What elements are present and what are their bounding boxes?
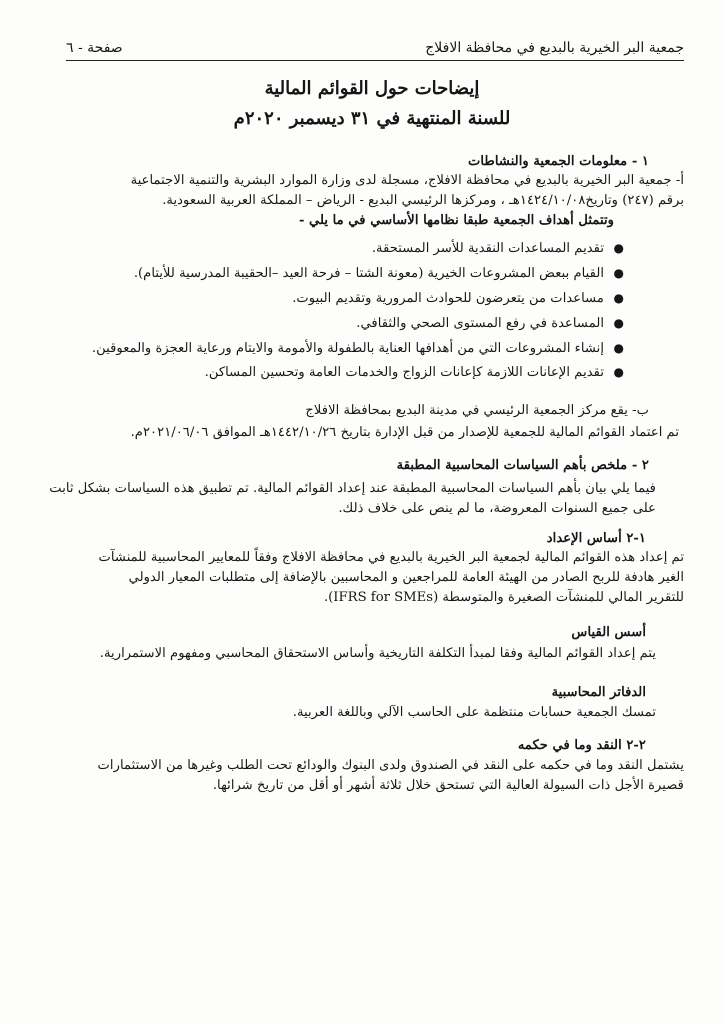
- section-1-heading: ١ - معلومات الجمعية والنشاطات: [467, 154, 649, 169]
- measurement-heading: أسس القياس: [571, 625, 646, 640]
- bullet-icon: ●: [613, 291, 624, 305]
- section-1b-line-2: تم اعتماد القوائم المالية للجمعية للإصدار من قبل الإدارة بتاريخ ١٤٤٢/١٠/٢٦هـ الموافق ٢٠٢١/٠٦/٠٦م.: [130, 425, 679, 440]
- preparation-line-3: للتقرير المالي للمنشآت الصغيرة والمتوسطة (IFRS for SMEs).: [323, 590, 684, 605]
- objective-item: مساعدات من يتعرضون للحوادث المرورية وتقديم البيوت.: [292, 291, 604, 306]
- section-1b-line-1: ب- يقع مركز الجمعية الرئيسي في مدينة البديع بمحافظة الافلاج: [305, 403, 649, 418]
- objective-item: تقديم الإعانات اللازمة كإعانات الزواج والخدمات العامة وتحسين المساكن.: [204, 365, 604, 380]
- section-1a-line-1: أ- جمعية البر الخيرية بالبديع في محافظة الافلاج، مسجلة لدى وزارة الموارد البشرية والتنمية الاجتماعية: [130, 173, 684, 188]
- bullet-icon: ●: [613, 365, 624, 379]
- section-2-heading: ٢ - ملخص بأهم السياسات المحاسبية المطبقة: [396, 458, 649, 473]
- document-title: [60, 74, 684, 134]
- section-2-intro-line-2: على جميع السنوات المعروضة، ما لم ينص على خلاف ذلك.: [338, 501, 656, 516]
- bullet-icon: ●: [613, 266, 624, 280]
- section-2-intro-line-1: فيما يلي بيان بأهم السياسات المحاسبية المطبقة عند إعداد القوائم المالية. تم تطبيق هذه السياسات بشكل ثابت: [49, 481, 656, 496]
- measurement-text: يتم إعداد القوائم المالية وفقا لمبدأ التكلفة التاريخية وأساس الاستحقاق المحاسبي ومفهوم الاستمرارية.: [99, 646, 656, 661]
- title-line-1: إيضاحات حول القوائم المالية: [264, 78, 480, 99]
- bullet-icon: ●: [613, 341, 624, 355]
- bullet-icon: ●: [613, 241, 624, 255]
- books-heading: الدفاتر المحاسبية: [551, 685, 646, 700]
- objective-item: إنشاء المشروعات التي من أهدافها العناية بالطفولة والأمومة والايتام ورعاية العجزة والمعوقين.: [91, 341, 604, 356]
- section-1a-line-3: وتتمثل أهداف الجمعية طبقا نظامها الأساسي في ما يلي -: [298, 213, 614, 228]
- preparation-line-2: الغير هادفة للربح الصادر من الهيئة العامة للمراجعين و المحاسبين بالإضافة إلى متطلبات المعيار الدولي: [128, 570, 684, 585]
- objective-item: القيام ببعض المشروعات الخيرية (معونة الشتا – فرحة العيد –الحقيبة المدرسية للأيتام).: [133, 266, 604, 281]
- section-1a-line-2: برقم (٢٤٧) وتاريخ١٤٢٤/١٠/٠٨هـ ، ومركزها الرئيسي البديع - الرياض – المملكة العربية السعودية.: [162, 193, 684, 208]
- cash-heading: ٢-٢ النقد وما في حكمه: [517, 738, 646, 753]
- cash-line-2: قصيرة الأجل ذات السيولة العالية التي تستحق خلال ثلاثة أشهر أو أقل من تاريخ شرائها.: [212, 778, 684, 793]
- objective-item: المساعدة في رفع المستوى الصحي والثقافي.: [356, 316, 604, 331]
- preparation-heading: ١-٢ أساس الإعداد: [546, 531, 646, 546]
- header-org: جمعية البر الخيرية بالبديع في محافظة الافلاج: [425, 40, 684, 56]
- page-header: [66, 30, 684, 61]
- cash-line-1: يشتمل النقد وما في حكمه على النقد في الصندوق ولدى البنوك والودائع تحت الطلب وغيرها من الاستثمارات: [97, 758, 684, 773]
- page-number: صفحة - ٦: [66, 40, 123, 56]
- bullet-icon: ●: [613, 316, 624, 330]
- books-text: تمسك الجمعية حسابات منتظمة على الحاسب الآلي وباللغة العربية.: [292, 705, 656, 720]
- objective-item: تقديم المساعدات النقدية للأسر المستحقة.: [371, 241, 604, 256]
- preparation-line-1: تم إعداد هذه القوائم المالية لجمعية البر الخيرية بالبديع في محافظة الافلاج وفقاً للمعايير المحاسبية للمنشآت: [98, 550, 684, 565]
- title-line-2: للسنة المنتهية في ٣١ ديسمبر ٢٠٢٠م: [233, 108, 511, 129]
